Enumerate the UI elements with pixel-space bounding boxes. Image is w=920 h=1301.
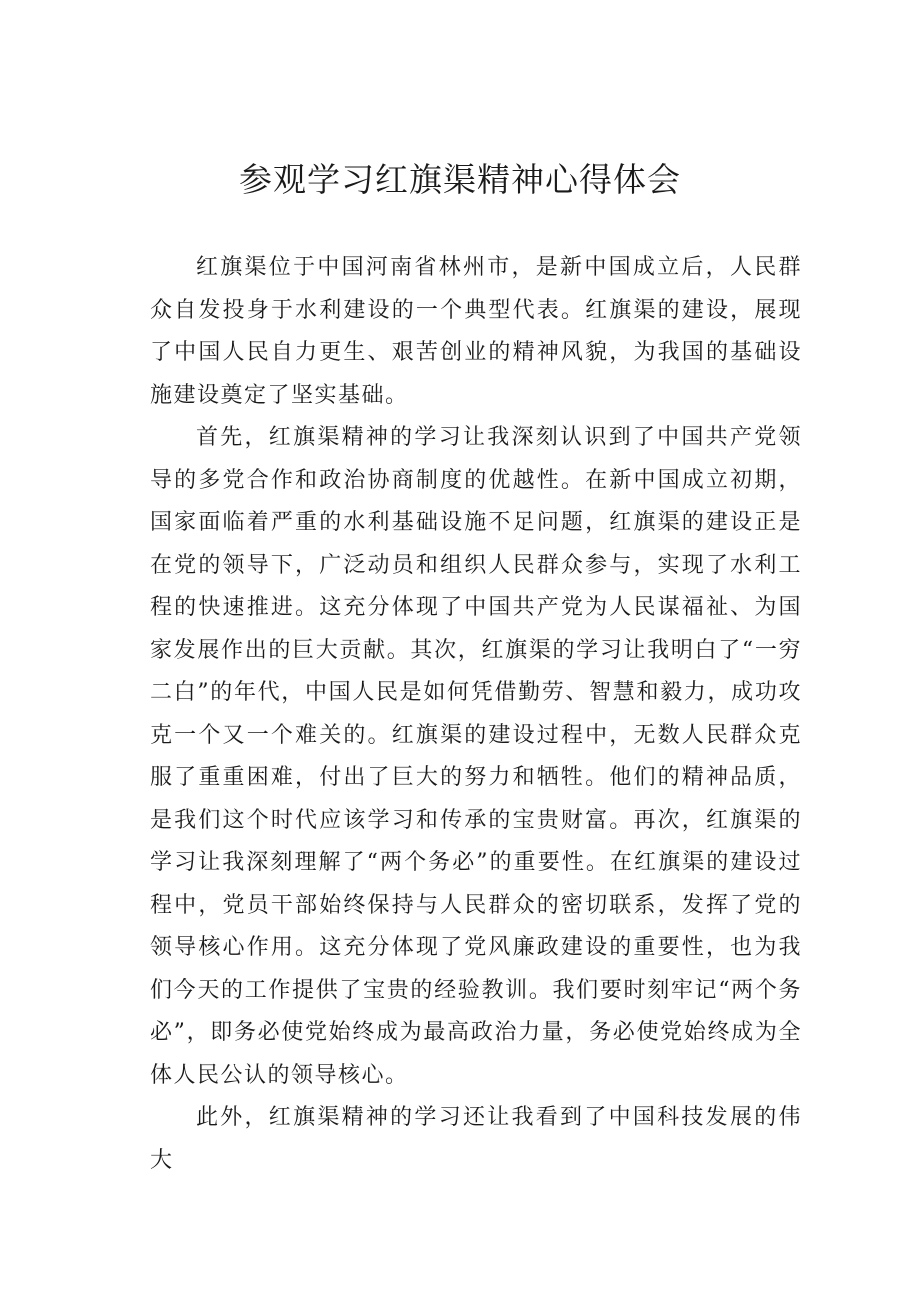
paragraph-main: 首先，红旗渠精神的学习让我深刻认识到了中国共产党领导的多党合作和政治协商制度的优越性。在新中国成立初期，国家面临着严重的水利基础设施不足问题，红旗渠的建设正是在党的领导下，广泛动员和组织人民群众参与，实现了水利工程的快速推进。这充分体现了中国共产党为人民谋福祉、为国家发展作出的巨大贡献。其次，红旗渠的学习让我明白了“一穷二白”的年代，中国人民是如何凭借勤劳、智慧和毅力，成功攻克一个又一个难关的。红旗渠的建设过程中，无数人民群众克服了重重困难，付出了巨大的努力和牺牲。他们的精神品质，是我们这个时代应该学习和传承的宝贵财富。再次，红旗渠的学习让我深刻理解了“两个务必”的重要性。在红旗渠的建设过程中，党员干部始终保持与人民群众的密切联系，发挥了党的领导核心作用。这充分体现了党风廉政建设的重要性，也为我们今天的工作提供了宝贵的经验教训。我们要时刻牢记“两个务必”，即务必使党始终成为最高政治力量，务必使党始终成为全体人民公认的领导核心。 [150,425,802,1088]
document-body [150,247,802,1182]
document-title: 参观学习红旗渠精神心得体会 [239,160,681,199]
paragraph-intro: 红旗渠位于中国河南省林州市，是新中国成立后，人民群众自发投身于水利建设的一个典型代表。红旗渠的建设，展现了中国人民自力更生、艰苦创业的精神风貌，为我国的基础设施建设奠定了坚实基础。 [150,255,802,408]
paragraph-continuation: 此外，红旗渠精神的学习还让我看到了中国科技发展的伟大 [150,1105,802,1173]
